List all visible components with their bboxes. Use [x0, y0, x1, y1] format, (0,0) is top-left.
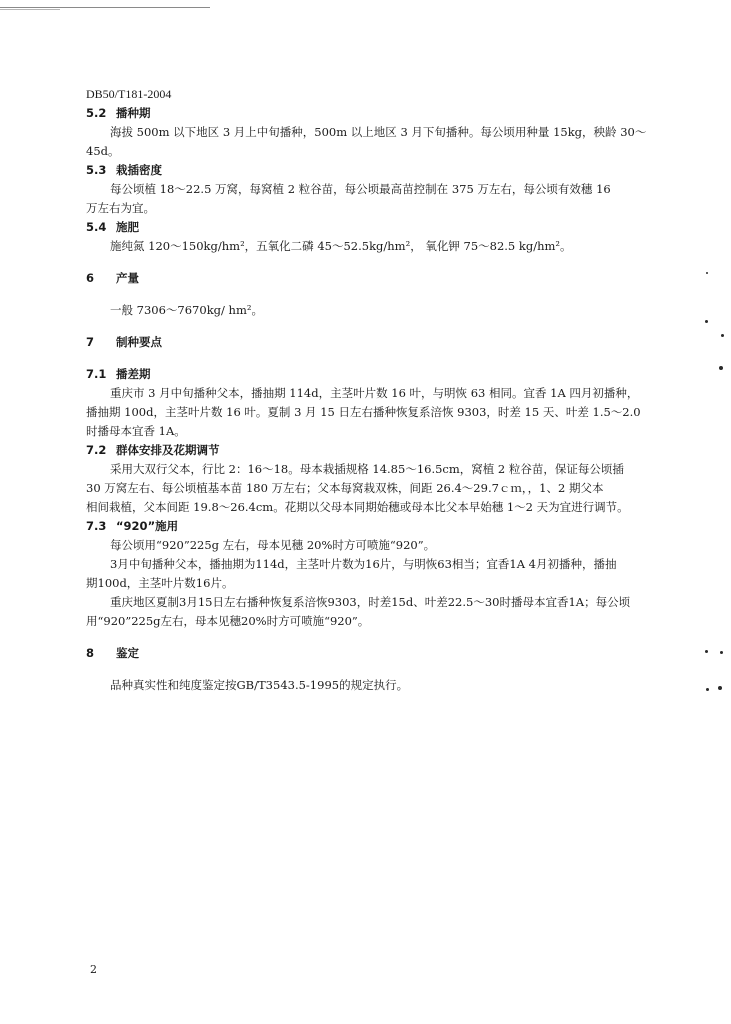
paragraph-line: 每公顷植 18～22.5 万窝，每窝植 2 粒谷苗，每公顷最高苗控制在 375 万左右，每公顷有效穗 16: [110, 182, 611, 196]
section-title: “920”施用: [116, 519, 179, 533]
paragraph-line: 一般 7306～7670kg/ hm²。: [110, 303, 263, 317]
section-spacer: [86, 352, 666, 365]
scan-edge-line: [0, 9, 60, 10]
scan-speck: [718, 686, 722, 690]
paragraph-line: 相间栽植，父本间距 19.8～26.4cm。花期以父母本同期始穗或母本比父本早始穗 1～2 天为宜进行调节。: [86, 500, 629, 514]
scan-speck: [721, 334, 724, 337]
section-heading: [86, 365, 666, 384]
scan-speck: [705, 320, 708, 323]
section-number: 7: [86, 335, 95, 349]
section-spacer: [86, 256, 666, 269]
paragraph-line: 3月中旬播种父本，播抽期为114d，主茎叶片数为16片，与明恢63相当；宜香1A 4月初播种，播抽: [110, 557, 617, 571]
paragraph-line: 每公顷用“920”225g 左右，母本见穗 20%时方可喷施“920”。: [110, 538, 436, 552]
section-number: 7.3: [86, 519, 107, 533]
page-number: 2: [90, 963, 97, 976]
section-number: 5.4: [86, 220, 107, 234]
section-heading: [86, 333, 666, 352]
scan-speck: [706, 688, 709, 691]
section-title: 栽插密度: [116, 163, 162, 177]
section-title: 产量: [116, 271, 139, 285]
section-heading: [86, 218, 666, 237]
paragraph-line: 期100d，主茎叶片数16片。: [86, 576, 234, 590]
section-heading: [86, 269, 666, 288]
section-title: 播种期: [116, 106, 151, 120]
section-heading: [86, 161, 666, 180]
section-number: 7.1: [86, 367, 107, 381]
section-title: 施肥: [116, 220, 139, 234]
section-heading: [86, 517, 666, 536]
section-title: 鉴定: [116, 646, 139, 660]
section-spacer: [86, 663, 666, 676]
section-spacer: [86, 288, 666, 301]
section-title: 群体安排及花期调节: [116, 443, 220, 457]
scan-speck: [705, 650, 708, 653]
section-number: 5.3: [86, 163, 107, 177]
section-title: 播差期: [116, 367, 151, 381]
section-heading: [86, 441, 666, 460]
section-number: 8: [86, 646, 95, 660]
scan-edge-line: [0, 7, 210, 8]
section-number: 5.2: [86, 106, 107, 120]
paragraph-line: 用“920”225g左右，母本见穗20%时方可喷施“920”。: [86, 614, 370, 628]
section-number: 7.2: [86, 443, 107, 457]
paragraph-line: 30 万窝左右、每公顷植基本苗 180 万左右；父本每窝栽双株，间距 26.4～29.7ｃｍ，，1、2 期父本: [86, 481, 604, 495]
scan-speck: [719, 366, 723, 370]
document-body: [86, 104, 666, 695]
paragraph-line: 时播母本宜香 1A。: [86, 424, 186, 438]
paragraph-line: 品种真实性和纯度鉴定按GB/T3543.5-1995的规定执行。: [110, 678, 409, 692]
paragraph-line: 万左右为宜。: [86, 201, 155, 215]
scan-speck: [720, 651, 723, 654]
scan-speck: [706, 272, 708, 274]
section-heading: [86, 644, 666, 663]
section-title: 制种要点: [116, 335, 162, 349]
standard-code: DB50/T181-2004: [86, 87, 172, 101]
section-heading: [86, 104, 666, 123]
paragraph-line: 45d。: [86, 144, 120, 158]
paragraph-line: 播抽期 100d，主茎叶片数 16 叶。夏制 3 月 15 日左右播种恢复系涪恢 9303，时差 15 天、叶差 1.5～2.0: [86, 405, 641, 419]
paragraph-line: 采用大双行父本，行比 2：16～18。母本栽插规格 14.85～16.5cm，窝植 2 粒谷苗，保证每公顷插: [110, 462, 624, 476]
paragraph-line: 重庆地区夏制3月15日左右播种恢复系涪恢9303，时差15d、叶差22.5～30时播母本宜香1A；每公顷: [110, 595, 631, 609]
paragraph-line: 海拔 500m 以下地区 3 月上中旬播种，500m 以上地区 3 月下旬播种。每公顷用种量 15kg，秧龄 30～: [110, 125, 647, 139]
paragraph-line: 施纯氮 120～150kg/hm²，五氧化二磷 45～52.5kg/hm²， 氧化钾 75～82.5 kg/hm²。: [110, 239, 572, 253]
paragraph-line: 重庆市 3 月中旬播种父本，播抽期 114d，主茎叶片数 16 叶，与明恢 63 相同。宜香 1A 四月初播种，: [110, 386, 639, 400]
section-number: 6: [86, 271, 95, 285]
section-spacer: [86, 631, 666, 644]
section-spacer: [86, 320, 666, 333]
